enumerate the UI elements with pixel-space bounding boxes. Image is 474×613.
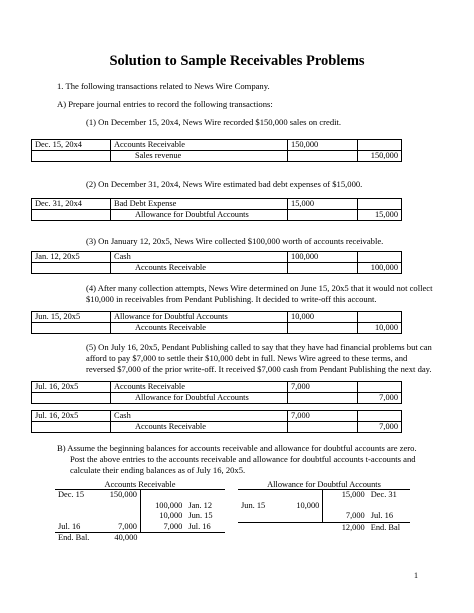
journal-entry-2 (31, 198, 402, 221)
entry-debit (288, 422, 358, 433)
entry-date (32, 263, 111, 274)
entry-date (32, 151, 111, 162)
ending-balance-label: End. Bal. (58, 533, 90, 542)
entry-date: Jan. 12, 20x5 (32, 252, 111, 263)
entry-account: Accounts Receivable (111, 422, 288, 433)
intro-text: 1. The following transactions related to News Wire Company. (57, 81, 270, 91)
debit-amount: 7,000 (118, 521, 137, 531)
journal-entry-3 (31, 251, 402, 274)
entry-debit (288, 263, 358, 274)
debit-amount: 10,000 (296, 500, 320, 510)
entry-credit: 10,000 (358, 323, 402, 334)
afda-t-account (238, 480, 410, 533)
t-account-row (238, 511, 410, 522)
entry-credit (358, 252, 402, 263)
credit-amount (140, 533, 185, 544)
entry-date (32, 393, 111, 404)
credit-amount (140, 490, 185, 501)
transaction-5-description-line-2: afford to pay $7,000 to settle their $10,000 debt in full. News Wire agreed to these terms, and (86, 353, 408, 363)
ending-balance-amount: 40,000 (114, 533, 138, 542)
debit-label: Jun. 15 (241, 500, 266, 510)
credit-label: Jul. 16 (188, 521, 211, 531)
credit-label: Jan. 12 (188, 500, 213, 510)
entry-date (32, 323, 111, 334)
debit-amount: 150,000 (109, 490, 137, 499)
entry-debit (288, 393, 358, 404)
t-account-row (238, 490, 410, 501)
debit-label: Jul. 16 (58, 521, 81, 531)
entry-debit: 15,000 (288, 199, 358, 210)
entry-account: Allowance for Doubtful Accounts (111, 312, 288, 323)
credit-amount: 10,000 (140, 511, 185, 522)
debit-label (238, 511, 278, 522)
entry-credit: 150,000 (358, 151, 402, 162)
credit-label (368, 501, 410, 512)
debit-amount (278, 522, 323, 533)
t-account-row (55, 533, 225, 544)
part-b-line-1: B) Assume the beginning balances for accounts receivable and allowance for doubtful accounts are zero. (57, 443, 417, 453)
entry-date: Jul. 16, 20x5 (32, 411, 111, 422)
entry-date: Jun. 15, 20x5 (32, 312, 111, 323)
debit-amount (278, 511, 323, 522)
entry-date: Jul. 16, 20x5 (32, 382, 111, 393)
entry-account: Accounts Receivable (111, 323, 288, 334)
journal-row (32, 140, 402, 151)
entry-account: Cash (111, 252, 288, 263)
ar-t-account (55, 480, 225, 544)
entry-date (32, 210, 111, 221)
debit-label: Dec. 15 (58, 490, 85, 499)
debit-label (238, 490, 278, 501)
transaction-4-description-line-2: $10,000 in receivables from Pendant Publishing. It decided to write-off this account. (86, 294, 377, 304)
credit-amount: 7,000 (323, 511, 368, 522)
credit-amount: 15,000 (323, 490, 368, 501)
debit-amount (96, 501, 141, 512)
entry-debit (288, 210, 358, 221)
entry-credit: 100,000 (358, 263, 402, 274)
entry-credit (358, 411, 402, 422)
journal-row (32, 422, 402, 433)
transaction-2-description: (2) On December 31, 20x4, News Wire estimated bad debt expenses of $15,000. (86, 179, 363, 189)
transaction-3-description: (3) On January 12, 20x5, News Wire collected $100,000 worth of accounts receivable. (86, 236, 384, 246)
entry-credit (358, 140, 402, 151)
entry-account: Accounts Receivable (111, 382, 288, 393)
journal-entry-5b (31, 410, 402, 433)
journal-row (32, 210, 402, 221)
part-b-line-3: calculate their ending balances as of July 16, 20x5. (70, 465, 246, 475)
entry-account: Accounts Receivable (111, 140, 288, 151)
entry-date: Dec. 15, 20x4 (32, 140, 111, 151)
entry-account: Cash (111, 411, 288, 422)
journal-entry-4 (31, 311, 402, 334)
part-a-heading: A) Prepare journal entries to record the following transactions: (57, 99, 273, 109)
journal-row (32, 323, 402, 334)
part-b-line-2: Post the above entries to the accounts receivable and allowance for doubtful accounts t-accounts and (70, 454, 416, 464)
transaction-5-description-line-3: reversed $7,000 of the prior write-off. It received $7,000 cash from Pendant Publishing the next day. (86, 364, 432, 374)
journal-entry-1 (31, 139, 402, 162)
t-account-row (55, 511, 225, 522)
afda-t-account-title: Allowance for Doubtful Accounts (238, 480, 410, 490)
ar-t-account-title: Accounts Receivable (55, 480, 225, 490)
entry-credit: 7,000 (358, 393, 402, 404)
journal-row (32, 382, 402, 393)
t-account-row (55, 490, 225, 501)
ending-balance-amount: 12,000 (341, 522, 365, 532)
journal-row (32, 199, 402, 210)
transaction-1-description: (1) On December 15, 20x4, News Wire recorded $150,000 sales on credit. (86, 117, 342, 127)
entry-account: Allowance for Doubtful Accounts (111, 210, 288, 221)
entry-date (32, 422, 111, 433)
entry-account: Accounts Receivable (111, 263, 288, 274)
journal-row (32, 411, 402, 422)
entry-debit: 7,000 (288, 411, 358, 422)
transaction-4-description-line-1: (4) After many collection attempts, News Wire determined on June 15, 20x5 that it would not collect (86, 283, 433, 293)
journal-row (32, 252, 402, 263)
entry-credit (358, 312, 402, 323)
page-number: 1 (414, 571, 418, 580)
entry-credit: 15,000 (358, 210, 402, 221)
t-account-row (55, 522, 225, 533)
credit-amount (323, 501, 368, 512)
debit-label (55, 511, 96, 522)
entry-account: Sales revenue (111, 151, 288, 162)
journal-row (32, 393, 402, 404)
t-account-row (238, 522, 410, 533)
entry-date: Dec. 31, 20x4 (32, 199, 111, 210)
entry-debit: 150,000 (288, 140, 358, 151)
entry-debit (288, 151, 358, 162)
entry-debit (288, 323, 358, 334)
entry-account: Bad Debt Expense (111, 199, 288, 210)
entry-credit (358, 199, 402, 210)
t-account-row (238, 501, 410, 512)
journal-row (32, 151, 402, 162)
debit-amount (278, 490, 323, 501)
transaction-5-description-line-1: (5) On July 16, 20x5, Pendant Publishing called to say that they have had financial problems but can (86, 342, 432, 352)
journal-entry-5a (31, 381, 402, 404)
debit-label (55, 501, 96, 512)
journal-row (32, 312, 402, 323)
entry-debit: 7,000 (288, 382, 358, 393)
credit-label: Jun. 15 (188, 511, 213, 520)
t-account-row (55, 501, 225, 512)
entry-account: Allowance for Doubtful Accounts (111, 393, 288, 404)
debit-label (238, 522, 278, 533)
entry-credit (358, 382, 402, 393)
entry-debit: 10,000 (288, 312, 358, 323)
credit-label: Dec. 31 (370, 490, 397, 499)
credit-amount: 100,000 (140, 501, 185, 512)
entry-debit: 100,000 (288, 252, 358, 263)
ending-balance-label: End. Bal (370, 522, 401, 532)
debit-amount (96, 511, 141, 522)
entry-credit: 7,000 (358, 422, 402, 433)
journal-row (32, 263, 402, 274)
credit-label (185, 490, 225, 501)
credit-amount: 7,000 (140, 522, 185, 533)
credit-label: Jul. 16 (370, 511, 394, 520)
credit-label (185, 533, 225, 544)
page-title: Solution to Sample Receivables Problems (109, 53, 365, 69)
